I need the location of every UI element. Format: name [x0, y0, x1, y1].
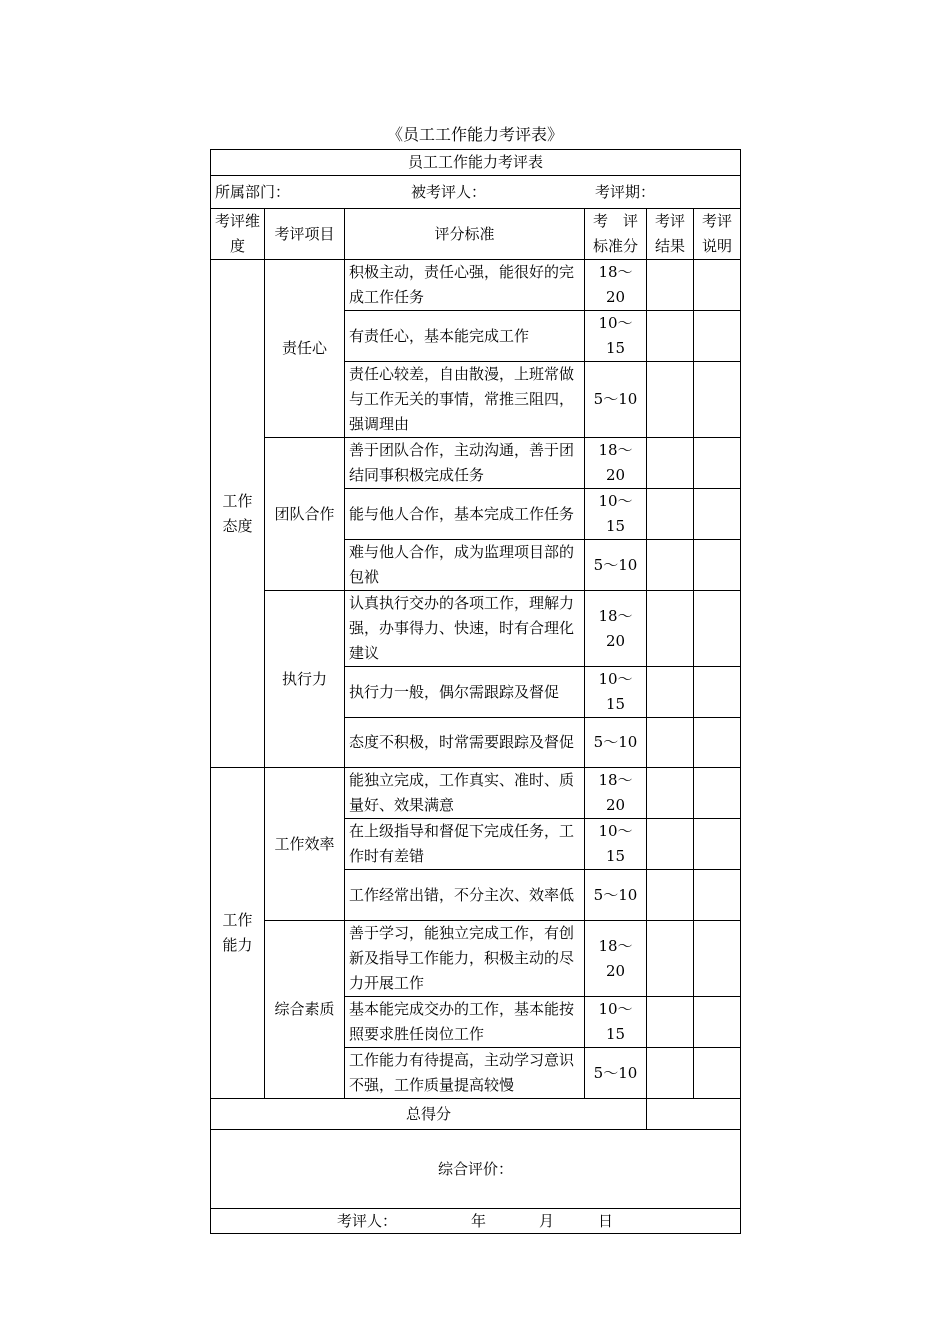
total-score-label: 总得分: [211, 1099, 647, 1130]
standard-score: 10～15: [585, 997, 647, 1048]
result-cell[interactable]: [647, 921, 694, 997]
header-criteria: 评分标准: [345, 209, 585, 260]
criteria-text: 执行力一般，偶尔需跟踪及督促: [345, 667, 585, 718]
criteria-text: 能独立完成，工作真实、准时、质量好、效果满意: [345, 768, 585, 819]
info-row: [211, 176, 741, 209]
note-cell[interactable]: [694, 667, 741, 718]
note-cell[interactable]: [694, 921, 741, 997]
result-cell[interactable]: [647, 260, 694, 311]
day-label: 日: [598, 1211, 614, 1230]
standard-score: 10～15: [585, 667, 647, 718]
note-cell[interactable]: [694, 540, 741, 591]
result-cell[interactable]: [647, 768, 694, 819]
header-note: 考评说明: [694, 209, 741, 260]
result-cell[interactable]: [647, 540, 694, 591]
note-cell[interactable]: [694, 311, 741, 362]
document-title: 《员工工作能力考评表》: [386, 125, 563, 144]
note-cell[interactable]: [694, 718, 741, 768]
header-standard-score: [585, 209, 647, 260]
criteria-row: [211, 768, 741, 819]
standard-score: 10～15: [585, 489, 647, 540]
result-cell[interactable]: [647, 718, 694, 768]
result-cell[interactable]: [647, 591, 694, 667]
standard-score: 18～20: [585, 438, 647, 489]
note-cell[interactable]: [694, 997, 741, 1048]
evaluator-label: 考评人：: [337, 1211, 398, 1230]
standard-score: 5～10: [585, 870, 647, 921]
standard-score: 10～15: [585, 819, 647, 870]
item-cell: 工作效率: [265, 768, 345, 921]
criteria-text: 认真执行交办的各项工作，理解力强，办事得力、快速，时有合理化建议: [345, 591, 585, 667]
note-cell[interactable]: [694, 489, 741, 540]
standard-score: 10～15: [585, 311, 647, 362]
item-cell: 执行力: [265, 591, 345, 768]
criteria-text: 责任心较差，自由散漫，上班常做与工作无关的事情，常推三阻四，强调理由: [345, 362, 585, 438]
standard-score: 18～20: [585, 591, 647, 667]
header-result: 考评结果: [647, 209, 694, 260]
evaluatee-label: 被考评人：: [411, 182, 487, 201]
note-cell[interactable]: [694, 362, 741, 438]
standard-score: 18～20: [585, 260, 647, 311]
item-cell: 综合素质: [265, 921, 345, 1099]
result-cell[interactable]: [647, 667, 694, 718]
criteria-row: [211, 438, 741, 489]
result-cell[interactable]: [647, 362, 694, 438]
criteria-text: 积极主动，责任心强，能很好的完成工作任务: [345, 260, 585, 311]
result-cell[interactable]: [647, 819, 694, 870]
dimension-name: 工作态度: [222, 491, 253, 535]
result-cell[interactable]: [647, 311, 694, 362]
criteria-row: [211, 921, 741, 997]
standard-score: 5～10: [585, 1048, 647, 1099]
year-label: 年: [471, 1211, 487, 1230]
month-label: 月: [539, 1211, 555, 1230]
signature-row: [211, 1209, 741, 1234]
result-cell[interactable]: [647, 438, 694, 489]
criteria-text: 工作经常出错，不分主次、效率低: [345, 870, 585, 921]
period-label: 考评期：: [595, 182, 656, 201]
note-cell[interactable]: [694, 870, 741, 921]
criteria-text: 态度不积极，时常需要跟踪及督促: [345, 718, 585, 768]
item-cell: 团队合作: [265, 438, 345, 591]
standard-score: 5～10: [585, 718, 647, 768]
overall-comment[interactable]: [211, 1130, 741, 1209]
dimension-cell: [211, 260, 265, 768]
note-cell[interactable]: [694, 768, 741, 819]
criteria-text: 能与他人合作，基本完成工作任务: [345, 489, 585, 540]
result-cell[interactable]: [647, 1048, 694, 1099]
overall-comment-label: 综合评价：: [438, 1159, 514, 1178]
criteria-text: 工作能力有待提高，主动学习意识不强，工作质量提高较慢: [345, 1048, 585, 1099]
item-cell: 责任心: [265, 260, 345, 438]
criteria-row: [211, 260, 741, 311]
standard-score: 18～20: [585, 768, 647, 819]
note-cell[interactable]: [694, 819, 741, 870]
criteria-text: 善于学习，能独立完成工作，有创新及指导工作能力，积极主动的尽力开展工作: [345, 921, 585, 997]
department-label: 所属部门：: [215, 182, 291, 201]
header-dimension: 考评维度: [211, 209, 265, 260]
note-cell[interactable]: [694, 1048, 741, 1099]
form-subtitle: 员工工作能力考评表: [211, 150, 741, 176]
note-cell[interactable]: [694, 260, 741, 311]
criteria-text: 基本能完成交办的工作，基本能按照要求胜任岗位工作: [345, 997, 585, 1048]
result-cell[interactable]: [647, 489, 694, 540]
result-cell[interactable]: [647, 997, 694, 1048]
header-standard-score-line2: 标准分: [592, 237, 638, 255]
criteria-text: 在上级指导和督促下完成任务，工作时有差错: [345, 819, 585, 870]
standard-score: 5～10: [585, 540, 647, 591]
dimension-cell: [211, 768, 265, 1099]
standard-score: 18～20: [585, 921, 647, 997]
criteria-text: 难与他人合作，成为监理项目部的包袱: [345, 540, 585, 591]
criteria-text: 善于团队合作，主动沟通，善于团结同事积极完成任务: [345, 438, 585, 489]
note-cell[interactable]: [694, 591, 741, 667]
total-score-value[interactable]: [647, 1099, 741, 1130]
note-cell[interactable]: [694, 438, 741, 489]
result-cell[interactable]: [647, 870, 694, 921]
header-item: 考评项目: [265, 209, 345, 260]
criteria-row: [211, 591, 741, 667]
dimension-name: 工作能力: [222, 911, 253, 954]
criteria-text: 有责任心，基本能完成工作: [345, 311, 585, 362]
standard-score: 5～10: [585, 362, 647, 438]
evaluation-form-table: [210, 149, 741, 1234]
header-standard-score-line1: 考 评: [592, 212, 638, 230]
